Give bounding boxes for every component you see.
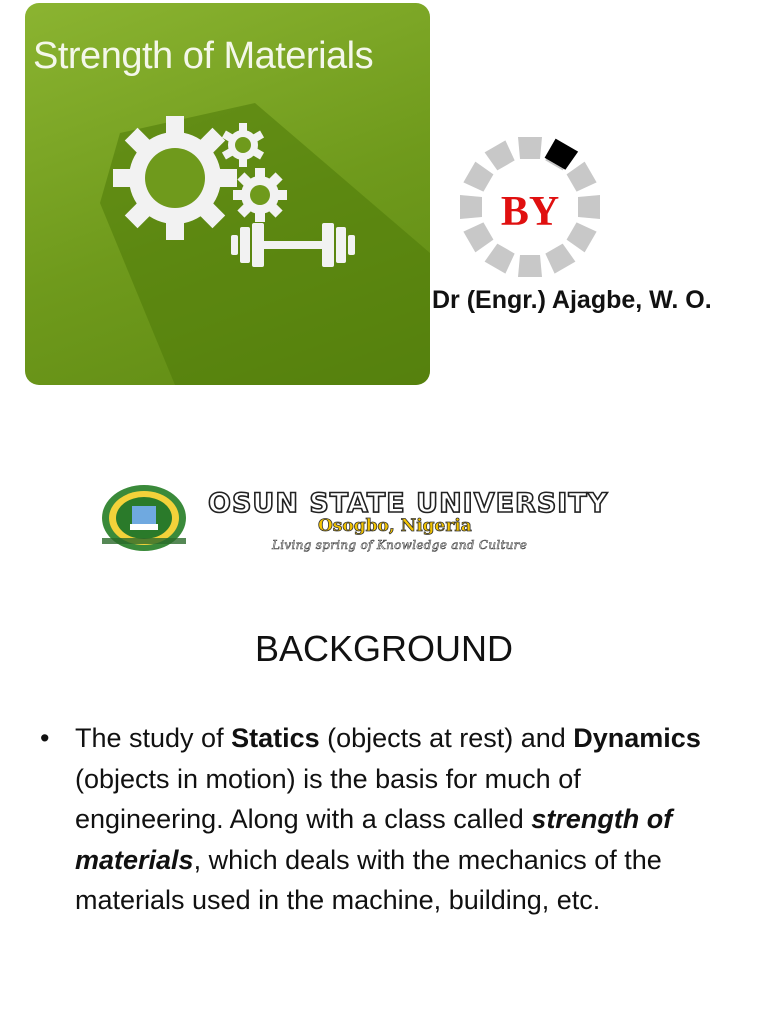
- author-name: Dr (Engr.) Ajagbe, W. O.: [432, 286, 712, 314]
- text-run: , which deals with the mechanics of the materials used in the machine, building, etc.: [75, 844, 662, 915]
- medium-gear-icon: [233, 168, 287, 222]
- cover-title: Strength of Materials: [33, 35, 374, 77]
- text-run: The study of: [75, 723, 232, 753]
- term-statics: Statics: [231, 723, 320, 753]
- university-name: OSUN STATE UNIVERSITY: [208, 488, 609, 519]
- text-run: (objects in motion) is the basis for much of engineering. Along with a class called: [75, 763, 581, 834]
- text-run: (objects at rest) and: [319, 723, 574, 753]
- section-heading: BACKGROUND: [254, 628, 514, 669]
- bullet-text: [75, 718, 735, 921]
- cover-image: [25, 3, 430, 385]
- gear-icon: [113, 116, 237, 240]
- term-strength-of-materials: strength of materials: [75, 804, 673, 875]
- university-seal: [100, 482, 188, 552]
- by-label: BY: [500, 189, 560, 235]
- bullet-marker: •: [40, 723, 50, 753]
- university-motto: Living spring of Knowledge and Culture: [272, 538, 528, 552]
- term-dynamics: Dynamics: [573, 723, 701, 753]
- university-location: Osogbo, Nigeria: [318, 516, 472, 536]
